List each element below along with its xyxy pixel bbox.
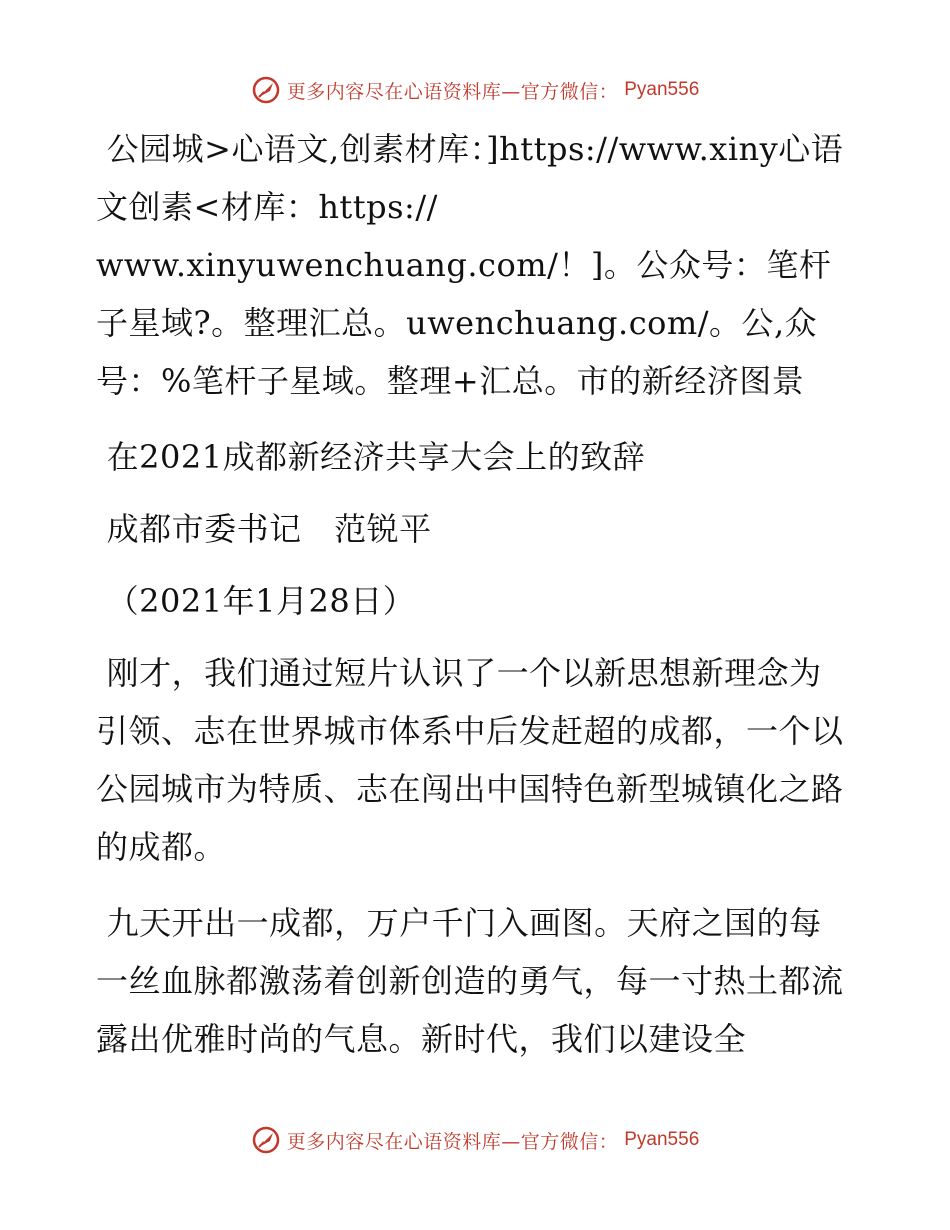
- quill-logo-icon: [251, 1125, 281, 1155]
- footer-banner: [0, 1120, 950, 1160]
- paragraph-body-2: 九天开出一成都，万户千门入画图。天府之国的每一丝血脉都激荡着创新创造的勇气，每一寸热土都流露出优雅时尚的气息。新时代，我们以建设全: [96, 904, 844, 1058]
- paragraph-intro-mixed: 公园城>心语文,创素材库：]https://www.xiny心语文创素<材库：https:// www.xinyuwenchuang.com/！]。公众号：笔杆子星域?。整理汇总。uwenchuang.com/。公,众号：%笔杆子星域。整理+汇总。市的新经济图景: [96, 130, 844, 400]
- document-body: [96, 120, 852, 1086]
- paragraph-body-1: 刚才，我们通过短片认识了一个以新思想新理念为引领、志在世界城市体系中后发赶超的成都，一个以公园城市为特质、志在闯出中国特色新型城镇化之路的成都。: [96, 654, 844, 866]
- speech-date: （2021年1月28日）: [96, 582, 416, 620]
- banner-wechat-id: Pyan556: [624, 1129, 700, 1150]
- header-banner: [0, 70, 950, 110]
- speaker-line: 成都市委书记 范锐平: [96, 510, 432, 548]
- quill-logo-icon: [251, 75, 281, 105]
- banner-wechat-id: Pyan556: [624, 79, 700, 100]
- banner-text: 更多内容尽在心语资料库—官方微信：: [286, 80, 619, 103]
- banner-text: 更多内容尽在心语资料库—官方微信：: [286, 1130, 619, 1153]
- speech-title: 在2021成都新经济共享大会上的致辞: [96, 438, 646, 476]
